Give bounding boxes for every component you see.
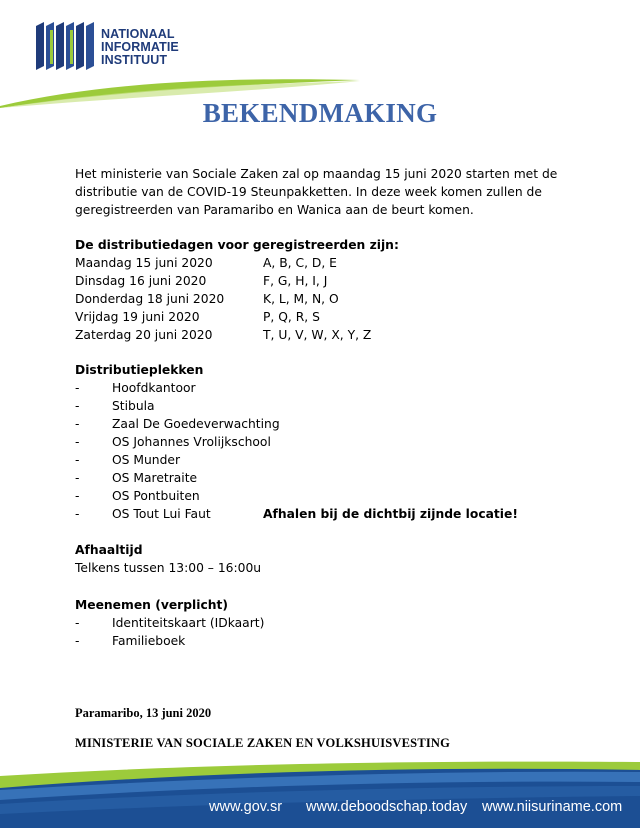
location-name: Zaal De Goedeverwachting [112,417,280,431]
distribution-days-section [75,236,575,344]
list-dash: - [75,417,80,431]
day-label: Dinsdag 16 juni 2020 [75,274,207,288]
letter-group: F, G, H, I, J [263,274,328,288]
list-dash: - [75,435,80,449]
list-dash: - [75,399,80,413]
location-name: OS Tout Lui Faut [112,507,211,521]
day-label: Donderdag 18 juni 2020 [75,292,225,306]
list-item [75,451,575,469]
pickup-time-text: Telkens tussen 13:00 – 16:00u [75,561,262,575]
list-item [75,505,575,523]
footer-links [0,799,640,821]
list-dash: - [75,471,80,485]
bring-along-section [75,596,575,650]
logo-line: NATIONAAL [101,27,175,41]
footer-link-gov[interactable]: www.gov.sr [209,799,283,815]
list-item [75,379,575,397]
section-heading: Afhaaltijd [75,543,143,557]
location-name: Stibula [112,399,155,413]
intro-line: geregistreerden van Paramaribo en Wanica aan de beurt komen. [75,203,474,217]
logo-line: INFORMATIE [101,40,179,54]
list-dash: - [75,634,80,648]
location-name: OS Johannes Vrolijkschool [112,435,271,449]
list-dash: - [75,507,80,521]
day-row [75,272,575,290]
intro-line: distributie van de COVID-19 Steunpakketten. In deze week komen zullen de [75,185,542,199]
required-item: Identiteitskaart (IDkaart) [112,616,265,630]
nii-bars-logo-icon [30,20,98,72]
page-title: BEKENDMAKING [202,98,438,128]
list-dash: - [75,381,80,395]
letter-group: P, Q, R, S [263,310,320,324]
logo-line: INSTITUUT [101,53,168,67]
intro-line: Het ministerie van Sociale Zaken zal op maandag 15 juni 2020 starten met de [75,167,558,181]
place-date: Paramaribo, 13 juni 2020 [75,706,212,720]
list-item [75,415,575,433]
letter-group: K, L, M, N, O [263,292,339,306]
pickup-time-section [75,541,575,577]
section-heading: Meenemen (verplicht) [75,598,229,612]
list-item [75,433,575,451]
location-name: OS Munder [112,453,181,467]
location-name: Hoofdkantoor [112,381,196,395]
day-label: Maandag 15 juni 2020 [75,256,213,270]
list-item [75,397,575,415]
section-heading: Distributieplekken [75,363,204,377]
location-name: OS Maretraite [112,471,198,485]
footer-link-deboodschap[interactable]: www.deboodschap.today [306,799,468,815]
section-heading: De distributiedagen voor geregistreerden zijn: [75,238,399,252]
letter-group: A, B, C, D, E [263,256,337,270]
list-item [75,487,575,505]
footer-link-niisuriname[interactable]: www.niisuriname.com [482,799,623,815]
list-item [75,632,575,650]
intro-paragraph [75,165,570,219]
ministry-name: MINISTERIE VAN SOCIALE ZAKEN EN VOLKSHUISVESTING [75,736,451,750]
list-dash: - [75,453,80,467]
day-row [75,290,575,308]
distribution-locations-section [75,361,575,523]
list-item [75,469,575,487]
day-row [75,326,575,344]
location-name: OS Pontbuiten [112,489,200,503]
letter-group: T, U, V, W, X, Y, Z [263,328,372,342]
day-row [75,254,575,272]
list-item [75,614,575,632]
day-label: Vrijdag 19 juni 2020 [75,310,200,324]
day-row [75,308,575,326]
pickup-note: Afhalen bij de dichtbij zijnde locatie! [263,507,518,521]
day-label: Zaterdag 20 juni 2020 [75,328,213,342]
required-item: Familieboek [112,634,186,648]
logo-wordmark [101,28,179,67]
list-dash: - [75,616,80,630]
list-dash: - [75,489,80,503]
